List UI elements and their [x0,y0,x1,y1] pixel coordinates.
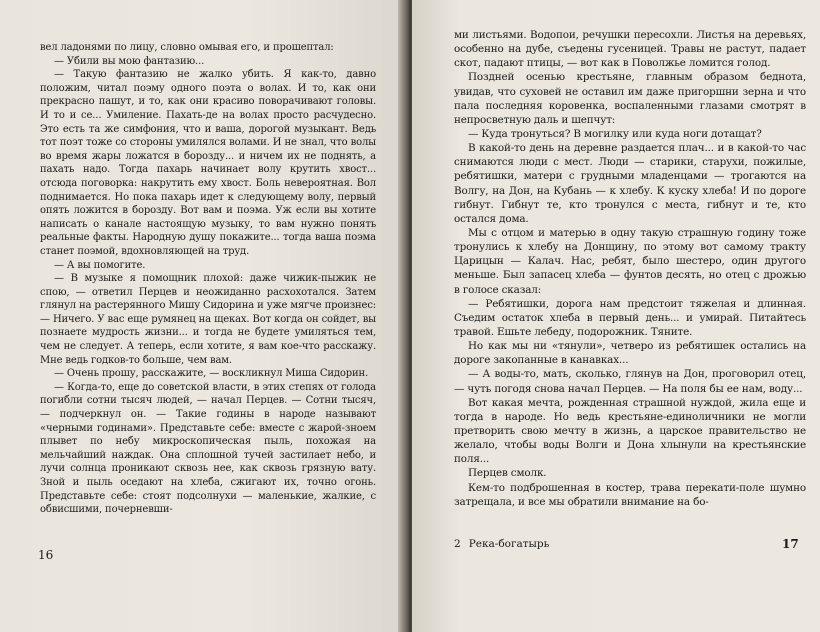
running-footer [454,538,549,550]
paragraph: Кем-то подброшенная в костер, трава перекати-поле шумно затрещала, и все мы обратили внимание на бо- [454,481,806,508]
right-page [412,0,820,632]
paragraph: — А вы помогите. [54,259,146,271]
paragraph: Вот какая мечта, рожденная страшной нуждой, жила еще и тогда в народе. Но ведь крестьяне-единоличники не могли претворить свою мечту в жизнь, а царское правительство не желало, чтобы воды Волги и Дона хлынули на крестьянские поля... [454,396,806,466]
running-footer-title: Река-богатырь [468,538,550,550]
paragraph: — Ребятишки, дорога нам предстоит тяжелая и длинная. Съедим остаток хлеба в первый день... и умирай. Питайтесь травой. Ешьте лебеду, подорожник. Тяните. [454,297,806,338]
paragraph: — В музыке я помощник плохой: даже чижик-пыжик не спою, — ответил Перцев и неожиданно расхохотался. Затем глянул на растерянного Мишу Сидорина и уже мягче произнес: — Ничего. У вас еще румянец на щеках. Вот когда он сойдет, вы познаете мудрость жизни... и тогда не будете умиляться тем, чем не следует. А теперь, если хотите, я вам кое-что расскажу. Мне ведь годков-то больше, чем вам. [40,273,376,366]
paragraph: — Когда-то, еще до советской власти, в этих степях от голода погибли сотни тысяч людей, — начал Перцев. — Сотни тысяч, — подчеркнул он. — Такие годины в народе называют «черными годинами». Представьте себе: вместе с жарой-зноем плывет по небу микроскопическая пыль, похожая на мельчайший наждак. Она сплошной тучей застилает небо, и лучи солнца проникают сквозь нее, как сквозь грязную вату. Зной и пыль оседают на хлеба, сжигают их, точно огонь. Представьте себе: стоят подсолнухи — маленькие, жалкие, с обвисшими, почерневши- [40,381,376,516]
paragraph: — Убили вы мою фантазию... [54,55,205,67]
left-page [0,0,405,632]
signature-mark: 2 [454,538,461,550]
paragraph: — Очень прошу, расскажите, — воскликнул Миша Сидорин. [54,368,369,380]
paragraph: — Такую фантазию не жалко убить. Я как-то, давно положим, читал поэму одного поэта о волах. И то, как они прекрасно пашут, и то, как они красиво поворачивают головы. И то и се... Умиление. Пахать-де на волах просто расчудесно. Это есть та же симфония, что и ваша, дорогой музыкант. Ведь тот поэт тоже со стороны умилялся волами. И не знал, что волы во время жары ложатся в борозду... и ничем их не поднять, а пахать надо. Тогда пахарь начинает волу крутить хвост... отсюда поговорка: накрутить ему хвост. Боль невероятная. Вол поднимается. Но пока пахарь идет к следующему волу, первый опять ложится в борозду. Вот вам и поэма. Уж если вы хотите написать о канале настоящую музыку, то вам нужно понять реальные факты. Народную душу покажите... тогда ваша поэма станет поэмой, вдохновляющей на труд. [40,69,376,257]
paragraph: — А воды-то, мать, сколько, глянув на Дон, проговорил отец, — чуть погодя снова начал Перцев. — На поля бы ее нам, воду... [454,368,806,395]
paragraph: Мы с отцом и матерью в одну такую страшную годину тоже тронулись к хлебу на Донщину, по этому вот самому тракту Царицын — Калач. Нас, ребят, было шестеро, один другого меньше. Был запасец хлеба — фунтов десять, но отец с дрожью в голосе сказал: [454,226,806,296]
paragraph: вел ладонями по лицу, словно омывая его, и прошептал: [40,42,334,53]
paragraph: Поздней осенью крестьяне, главным образом беднота, увидав, что суховей не оставил им даже пригоршни зерна и что пала последняя коровенка, воспаленными глазами смотрят в непросветную даль и шепчут: [454,71,806,126]
page-number-right: 17 [782,537,799,551]
right-page-text [454,28,806,509]
paragraph: — Куда тронуться? В могилку или куда ноги дотащат? [468,127,762,140]
paragraph: В какой-то день на деревне раздается плач... и в какой-то час снимаются люди с мест. Люди — старики, старухи, пожилые, ребятишки, матери с грудными младенцами — трогаются на Волгу, на Дон, на Кубань — к хлебу. К куску хлеба! И по дороге гибнут. Гибнут те, кто тронулся с места, гибнут и те, кто остался дома. [454,142,806,225]
left-page-text [40,41,376,517]
paragraph: Но как мы ни «тянули», четверо из ребятишек остались на дороге закопанные в канавках... [454,340,806,367]
paragraph: ми листьями. Водопои, речушки пересохли. Листья на деревьях, особенно на дубе, съедены гусеницей. Травы не растут, падает скот, падают птицы, — вот как в Поволжье ломится голод. [454,29,806,70]
page-number-left: 16 [38,548,54,562]
paragraph: Перцев смолк. [468,467,547,480]
